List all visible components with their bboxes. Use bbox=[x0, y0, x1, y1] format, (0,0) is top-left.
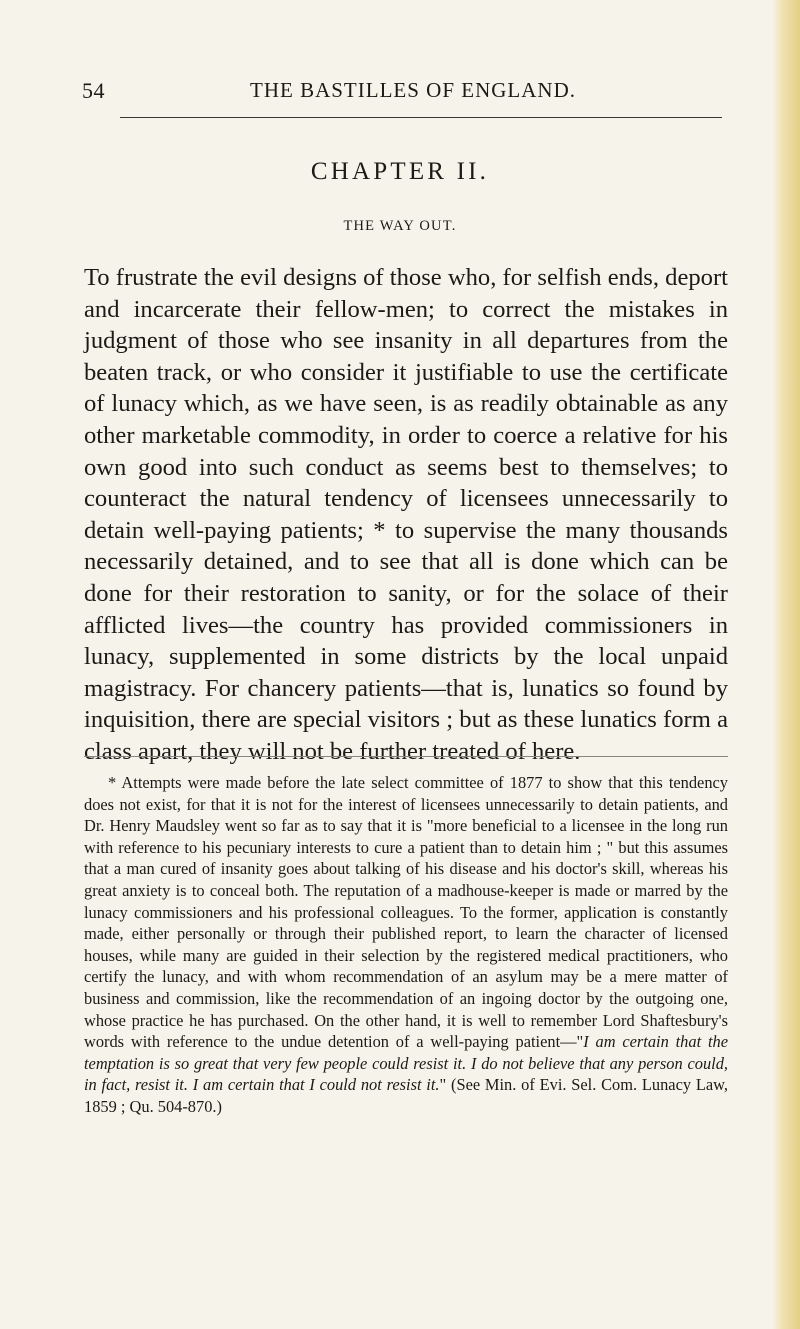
running-head: THE BASTILLES OF ENGLAND. bbox=[250, 78, 576, 102]
footnote-text: * Attempts were made before the late select committee of 1877 to show that this tendency does not exist, for that it is not for the interest of licensees unnecessarily to detain patients, and Dr. Henry Maudsley went so far as to say that it is "more beneficial to a licensee in the long run with reference to his pecuniary interests to cure a patient than to detain him ; " but this assumes that a man cured of insanity goes about talking of his disease and his doctor's skill, whereas his great anxiety is to conceal both. The reputation of a madhouse-keeper is made or marred by the lunacy commissioners and his professional colleagues. To the former, application is constantly made, either personally or through their published report, to learn the character of licensed houses, while many are guided in their selection by the registered medical practitioners, who certify the lunacy, and with whom recommendation of an asylum may be a mere matter of business and commission, like the recommendation of an ingoing doctor by the outgoing one, whose practice he has purchased. On the other hand, it is well to remember Lord Shaftesbury's words with reference to the undue detention of a well-paying patient—" bbox=[84, 773, 728, 1052]
header-rule bbox=[120, 117, 722, 118]
page-edge-shading bbox=[772, 0, 800, 1329]
body-paragraph: To frustrate the evil designs of those who, for selfish ends, deport and incarcerate their fellow-men; to correct the mistakes in judgment of those who see insanity in all departures from the beaten track, or who consider it justifiable to use the certificate of lunacy which, as we have seen, is as readily obtainable as any other marketable commodity, in order to coerce a relative for his own good into such conduct as seems best to themselves; to counteract the natural tendency of licensees unnecessarily to detain well-paying patients; * to supervise the many thousands necessarily detained, and to see that all is done which can be done for their restoration to sanity, or for the solace of their afflicted lives—the country has provided commissioners in lunacy, supplemented in some districts by the local unpaid magistracy. For chancery patients—that is, lunatics so found by inquisition, there are special visitors ; but as these lunatics form a class apart, they will not be further treated of here. bbox=[84, 264, 728, 765]
page-number: 54 bbox=[82, 78, 105, 103]
footnote-quote: I am certain that the temptation is so great that very few people could resist it. I do not believe that any person could, in fact, resist it. I am certain that I could not resist it. bbox=[84, 1032, 728, 1095]
page-header bbox=[82, 78, 722, 108]
footnote-paragraph bbox=[84, 772, 728, 1118]
body-text bbox=[84, 262, 728, 768]
chapter-title: CHAPTER II. bbox=[310, 158, 490, 185]
footnote-rule bbox=[84, 756, 728, 757]
chapter-subtitle: THE WAY OUT. bbox=[343, 218, 457, 234]
footnote-citation: " (See Min. of Evi. Sel. Com. Lunacy Law, 1859 ; Qu. 504-870.) bbox=[84, 1075, 728, 1116]
footnote bbox=[84, 772, 728, 1118]
